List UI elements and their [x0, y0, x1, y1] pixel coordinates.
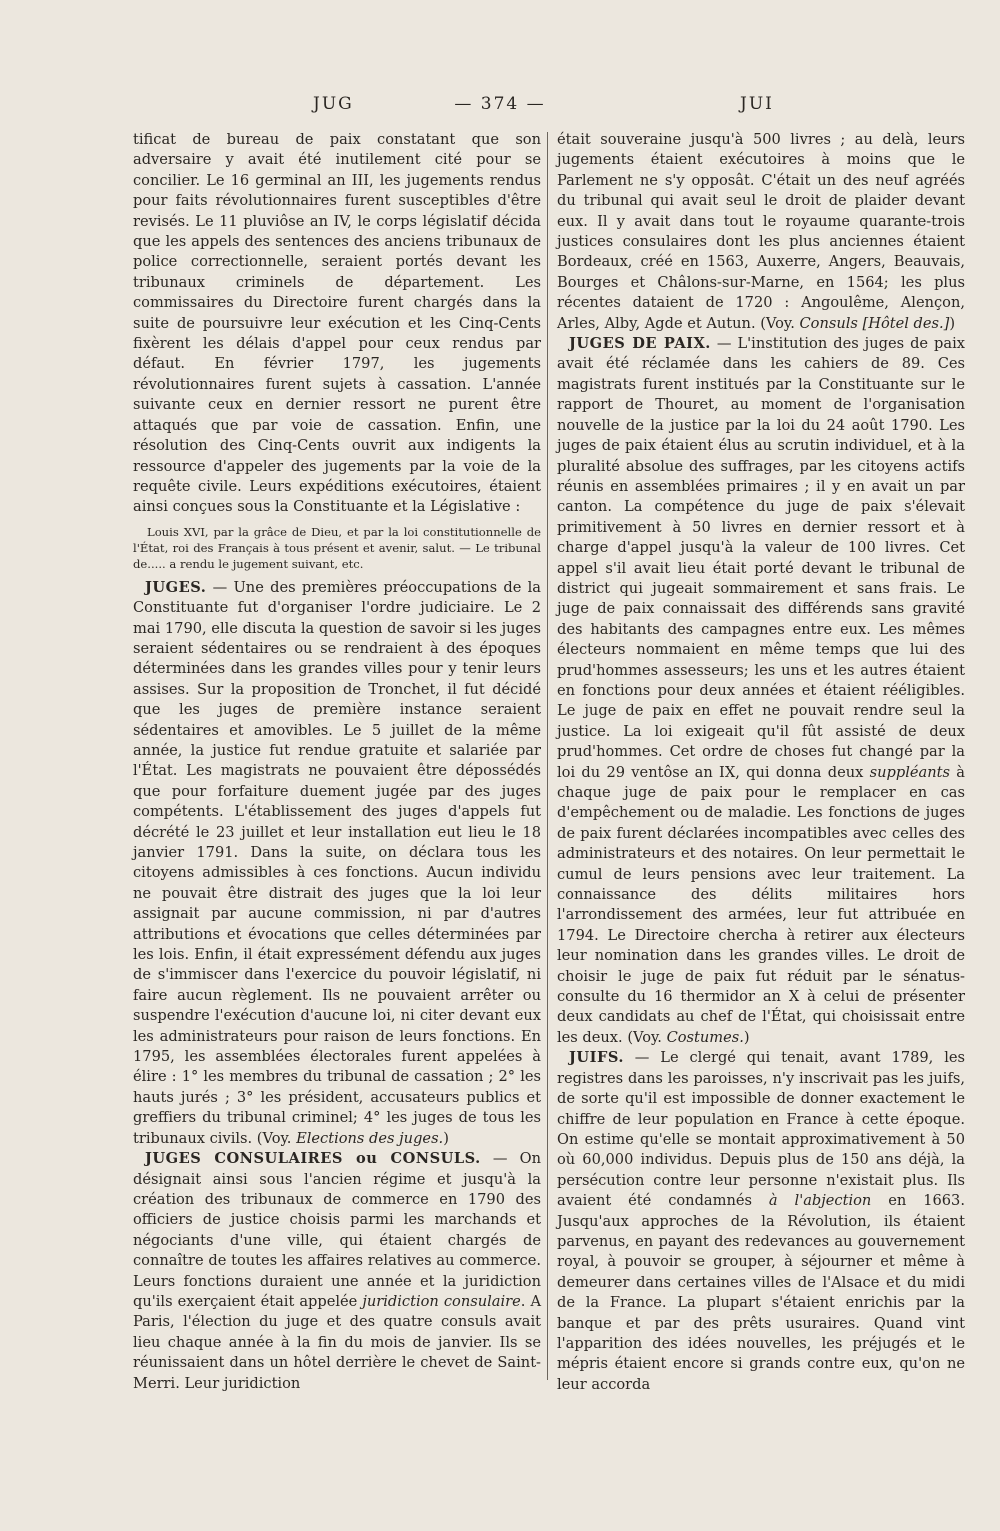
entry-text: — Une des premières préoccupations de la Constituante fut d'organiser l'ordre judiciaire. Le 2 mai 1790, elle discuta la question de savoir si les juges seraient sédentaires ou se rendraient à des époques déterminées dans les grandes villes pour y tenir leurs assises. Sur la proposition de Tronchet, il fut décidé que les juges de première instance seraient sédentaires et amovibles. Le 5 juillet de la même année, la justice fut rendue gratuite et salariée par l'État. Les magistrats ne pouvaient être dépossédés que pour forfaiture duement jugée par des juges compétents. L'établissement des juges d'appels fut décrété le 23 juillet et leur installation eut lieu le 18 janvier 1791. Dans la suite, on déclara tous les citoyens admissibles à ces fonctions. Aucun individu ne pouvait être distrait des juges que la loi leur assignait par aucune commission, ni par d'autres attributions et évocations que celles déterminées par les lois. Enfin, il était expressément défendu aux juges de s'immiscer dans l'exercice du pouvoir législatif, ni faire aucun règlement. Ils ne pouvaient arrêter ou suspendre l'exécution d'aucune loi, ni citer devant eux les administrateurs pour raison de leurs fonctions. En 1795, les assemblées électorales furent appelées à élire : 1° les membres du tribunal de cassation ; 2° les hauts jurés ; 3° les président, accusateurs publics et greffiers du tribunal criminel; 4° les juges de tous les tribunaux civils. (Voy.	[133, 578, 541, 1147]
entry-juges-consulaires	[133, 1149, 541, 1394]
italic-term: à l'abjection	[768, 1192, 872, 1210]
cross-reference: Elections des juges.	[296, 1129, 444, 1147]
entry-juges-de-paix	[557, 334, 965, 1048]
cross-reference: Consuls [Hôtel des.]	[799, 314, 950, 332]
entry-text: — L'institution des juges de paix avait été réclamée dans les cahiers de 89. Ces magistrats furent institués par la Constituante sur le rapport de Thouret, au moment de l'organisation nouvelle de la justice par la loi du 24 août 1790. Les juges de paix étaient élus au scrutin individuel, et à la pluralité absolue des suffrages, par les citoyens actifs réunis en assemblées primaires ; il y en avait un par canton. La compétence du juge de paix s'élevait primitivement à 50 livres en dernier ressort et à charge d'appel jusqu'à la valeur de 100 livres. Cet appel s'il avait lieu était porté devant le tribunal de district qui jugeait sommairement et sans frais. Le juge de paix connaissait des différends sans gravité des habitants des campagnes entre eux. Les mêmes électeurs nommaient en même temps que lui des prud'hommes assesseurs; les uns et les autres étaient en fonctions pour deux années et étaient rééligibles. Le juge de paix en effet ne pouvait rendre seul la justice. La loi exigeait qu'il fût assisté de deux prud'hommes. Cet ordre de choses fut changé par la loi du 29 ventôse an IX, qui donna deux	[557, 335, 965, 781]
paragraph-continuation: tificat de bureau de paix constatant que son adversaire y avait été inutilement cité pour se concilier. Le 16 germinal an III, les jugements rendus pour faits révolutionnaires furent susceptibles d'être revisés. Le 11 pluviôse an IV, le corps législatif décida que les appels des sentences des anciens tribunaux de police correctionnelle, seraient portés devant les tribunaux criminels de département. Les commissaires du Directoire furent chargés dans la suite de poursuivre leur exécution et les Cinq-Cents fixèrent les délais d'appel pour ceux rendus par défaut. En février 1797, les jugements révolutionnaires furent sujets à cassation. L'année suivante ceux en dernier ressort ne purent être attaqués que par voie de cassation. Enfin, une résolution des Cinq-Cents ouvrit aux indigents la ressource d'appeler des jugements par la voie de la requête civile. Leurs expéditions exécutoires, étaient ainsi conçues sous la Constituante et la Législative :	[133, 131, 541, 516]
entry-term-juifs: JUIFS.	[569, 1049, 624, 1067]
right-column	[557, 130, 965, 1395]
header-left-keyword: JUG	[313, 94, 354, 114]
entry-text: )	[949, 314, 956, 332]
page-number: — 374 —	[454, 94, 546, 114]
left-column	[133, 130, 541, 1394]
entry-text: )	[743, 1028, 750, 1046]
quoted-formula: Louis XVI, par la grâce de Dieu, et par la loi constitutionnelle de l'État, roi des Français à tous présent et avenir, salut. — Le tribunal de..... a rendu le jugement suivant, etc.	[133, 524, 541, 571]
entry-juifs	[557, 1048, 965, 1395]
italic-term: suppléants	[869, 763, 950, 781]
entry-text: — On désignait ainsi sous l'ancien régime et jusqu'à la création des tribunaux de commerce en 1790 des officiers de justice choisis parmi les marchands et négociants d'une ville, qui étaient chargés de connaître de toutes les affaires relatives au commerce. Leurs fonctions duraient une année et la juridiction qu'ils exerçaient était appelée	[133, 1150, 541, 1310]
entry-text: — Le clergé qui tenait, avant 1789, les registres dans les paroisses, n'y inscrivait pas les juifs, de sorte qu'il est impossible de donner exactement le chiffre de leur population en France à cette époque. On estime qu'elle se montait approximativement à 50 où 60,000 individus. Depuis plus de 150 ans déjà, la persécution contre leur personne n'existait plus. Ils avaient été condamnés	[557, 1049, 965, 1210]
cross-reference: Costumes.	[666, 1028, 744, 1046]
entry-text: )	[443, 1129, 449, 1147]
entry-text: était souveraine jusqu'à 500 livres ; au delà, leurs jugements étaient exécutoires à moins que le Parlement ne s'y opposât. C'était un des neuf agréés du tribunal qui avait seul le droit de plaider devant eux. Il y avait dans tout le royaume quarante-trois justices consulaires dont les plus anciennes étaient Bordeaux, créé en 1563, Auxerre, Angers, Beauvais, Bourges et Châlons-sur-Marne, en 1564; les plus récentes dataient de 1720 : Angoulême, Alençon, Arles, Alby, Agde et Autun. (Voy.	[557, 131, 965, 332]
entry-term-juges-consulaires: JUGES CONSULAIRES ou CONSULS.	[145, 1150, 481, 1168]
paragraph-continuation	[557, 130, 965, 334]
running-header	[0, 94, 1000, 124]
entry-term-juges: JUGES.	[145, 578, 207, 596]
entry-term-juges-de-paix: JUGES DE PAIX.	[569, 335, 711, 353]
entry-juges	[133, 578, 541, 1149]
column-divider	[547, 132, 548, 1380]
entry-text: en 1663. Jusqu'aux approches de la Révolution, ils étaient parvenus, en payant des redevances au gouvernement royal, à pouvoir se grouper, à séjourner et même à demeurer dans certaines villes de l'Alsace et du midi de la France. La plupart s'étaient enrichis par la banque et par des prêts usuraires. Quand vint l'apparition des idées nouvelles, les préjugés et le mépris étaient encore si grands contre eux, qu'on ne leur accorda	[557, 1192, 965, 1393]
entry-text: à chaque juge de paix pour le remplacer en cas d'empêchement ou de maladie. Les fonctions de juges de paix furent déclarées incompatibles avec celles des administrateurs et des notaires. On leur permettait le cumul de leurs pensions avec leur traitement. La connaissance des délits militaires hors l'arrondissement des armées, leur fut attribuée en 1794. Le Directoire chercha à retirer aux électeurs leur nomination dans les grandes villes. Le droit de choisir le juge de paix fut réduit par le sénatus-consulte du 16 thermidor an X à celui de présenter deux candidats au chef de l'État, qui choisissait entre les deux. (Voy.	[557, 763, 965, 1046]
entry-text: . A Paris, l'élection du juge et des quatre consuls avait lieu chaque année à la fin du mois de janvier. Ils se réunissaient dans un hôtel derrière le chevet de Saint-Merri. Leur juridiction	[133, 1292, 541, 1392]
italic-term: juridiction consulaire	[362, 1292, 521, 1310]
header-right-keyword: JUI	[740, 94, 774, 114]
